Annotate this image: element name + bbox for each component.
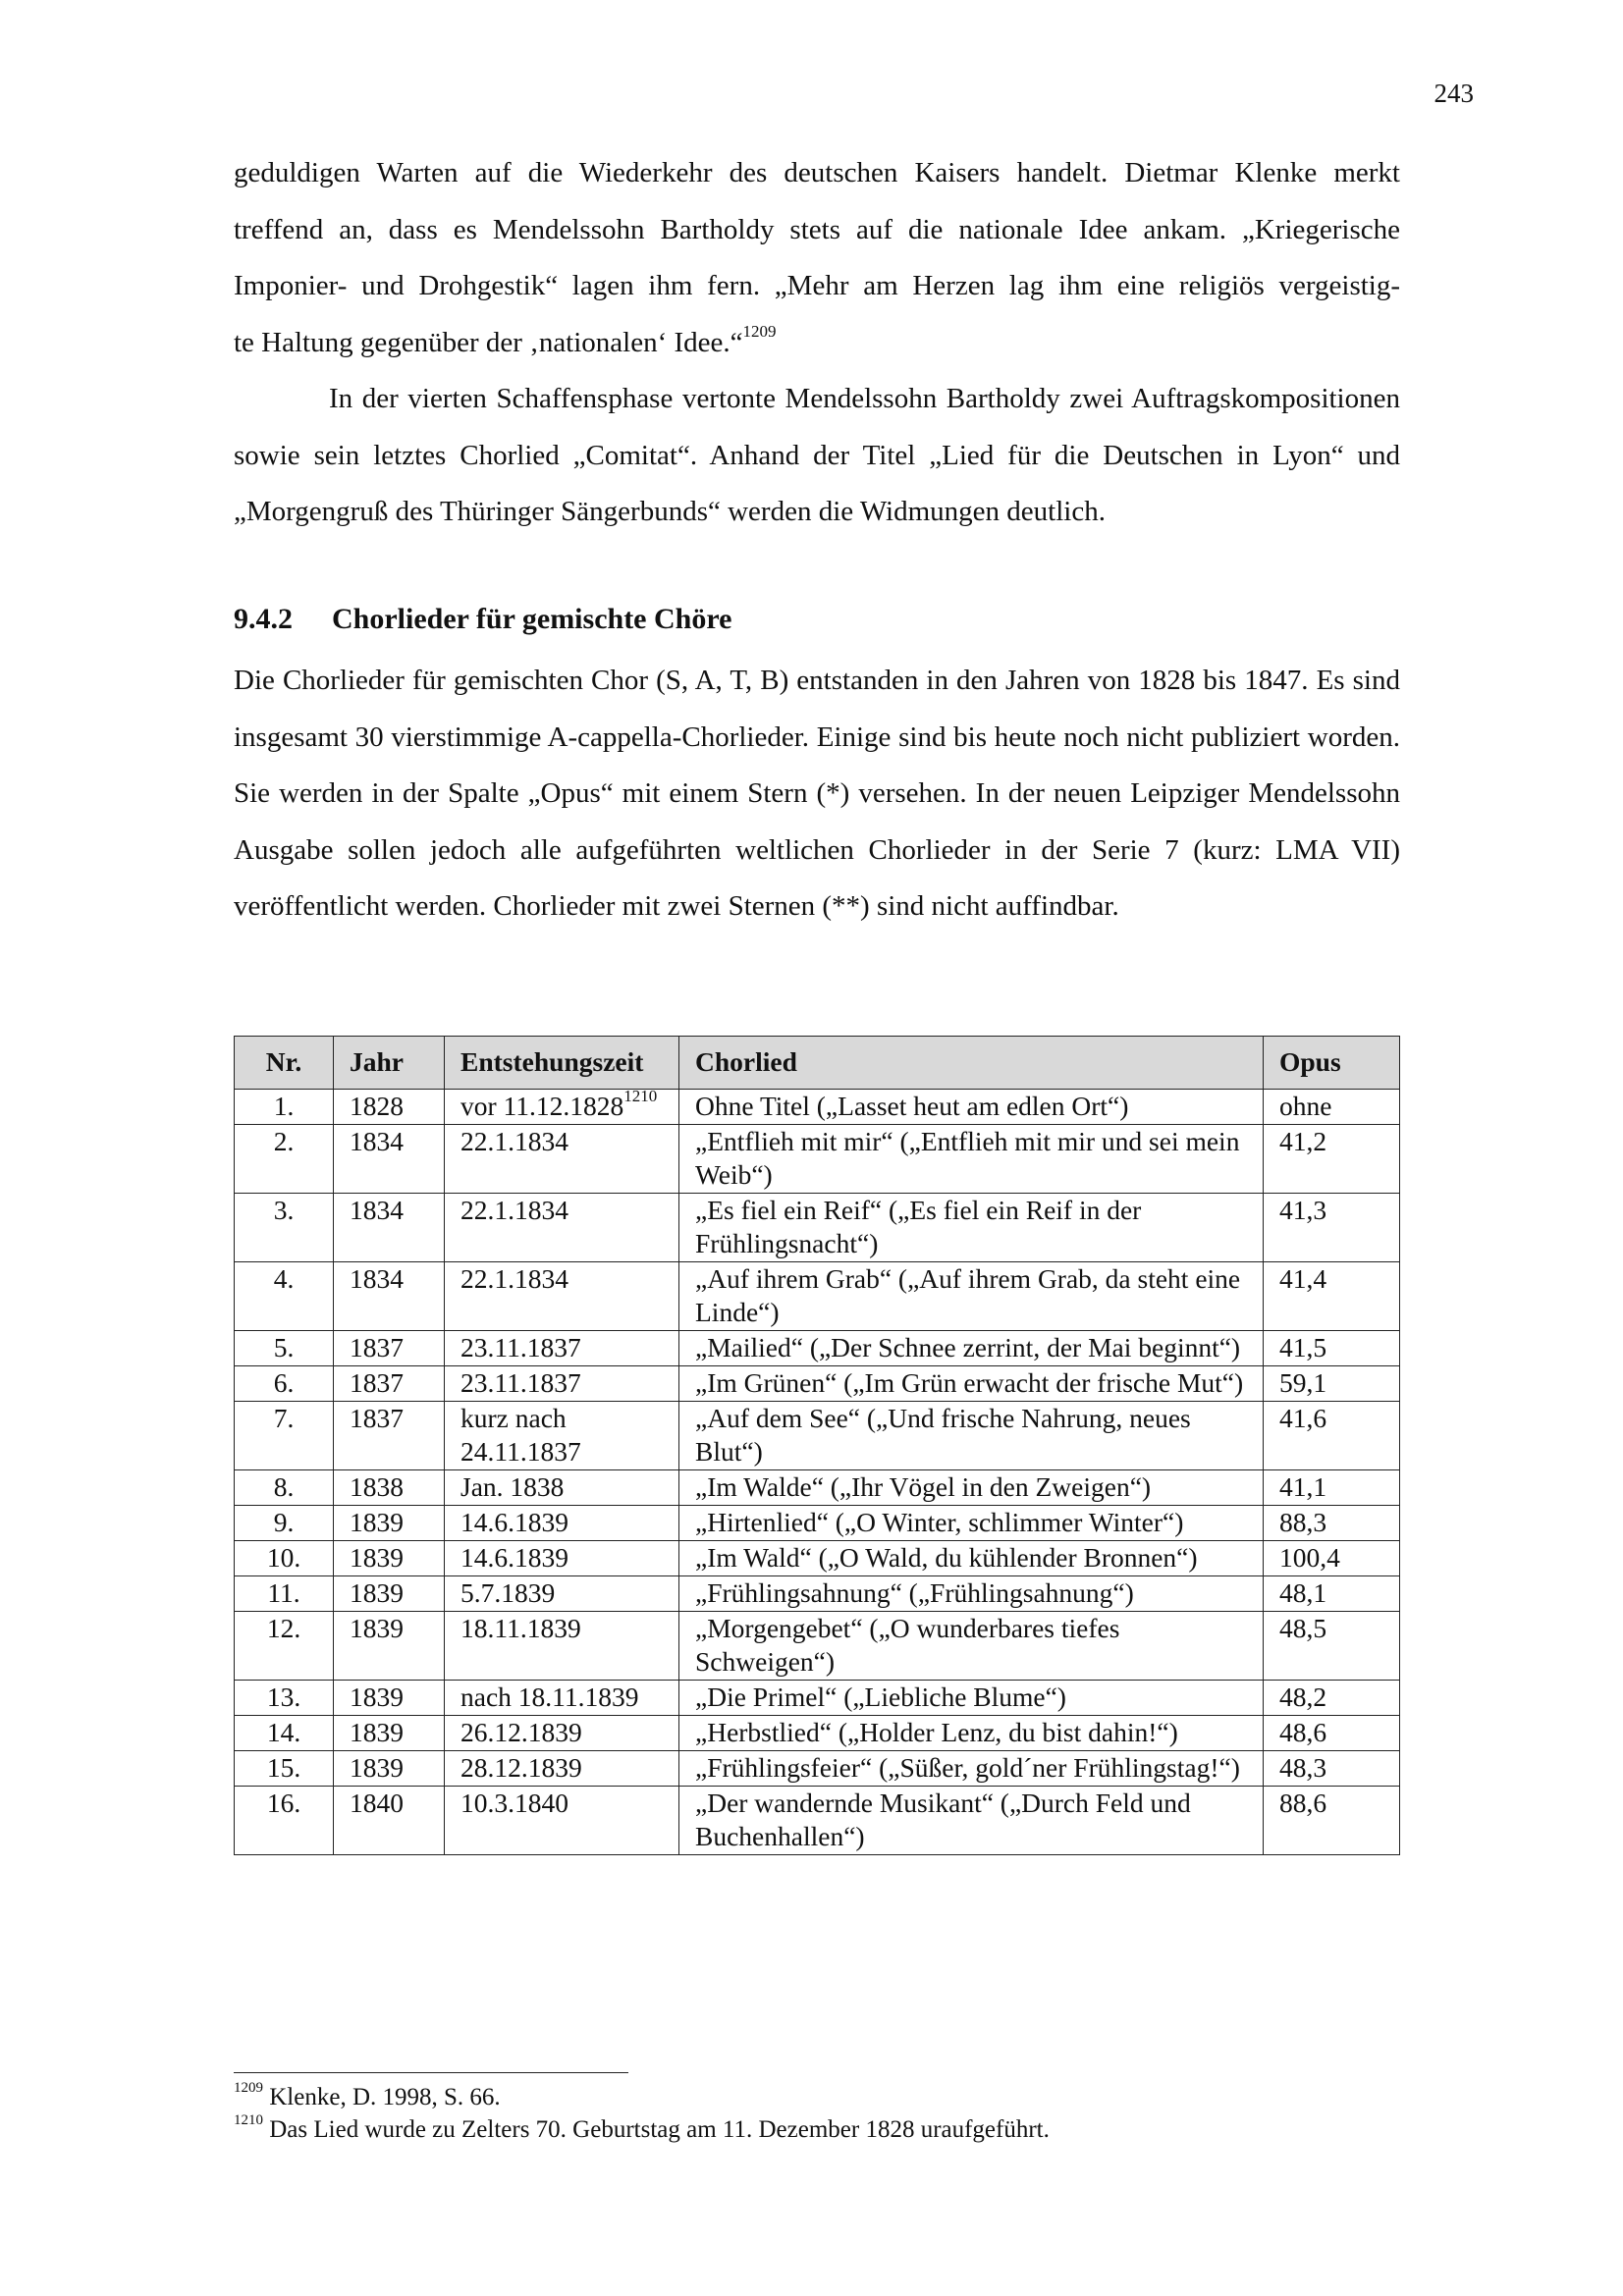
cell-nr-text: 3.: [273, 1195, 295, 1225]
section-heading: [234, 603, 731, 636]
cell-entstehungszeit-text: 26.12.1839: [460, 1717, 582, 1747]
cell-chorlied: [679, 1541, 1264, 1576]
cell-chorlied: [679, 1576, 1264, 1612]
cell-nr-text: 6.: [273, 1367, 295, 1398]
cell-opus: [1264, 1331, 1400, 1366]
table-row: [235, 1716, 1400, 1751]
cell-opus: [1264, 1194, 1400, 1262]
cell-entstehungszeit: [445, 1716, 679, 1751]
cell-nr: [235, 1331, 334, 1366]
cell-entstehungszeit: [445, 1612, 679, 1681]
cell-entstehungszeit-text: 22.1.1834: [460, 1195, 568, 1225]
cell-chorlied-text: Ohne Titel („Lasset heut am edlen Ort“): [695, 1091, 1129, 1121]
cell-chorlied: [679, 1402, 1264, 1470]
cell-opus: [1264, 1402, 1400, 1470]
cell-opus-text: 41,1: [1279, 1471, 1327, 1502]
cell-nr: [235, 1262, 334, 1331]
cell-opus-text: 48,3: [1279, 1752, 1327, 1783]
header-jahr: Jahr: [334, 1037, 445, 1090]
footnote-separator: [234, 2072, 628, 2073]
header-opus: Opus: [1264, 1037, 1400, 1090]
cell-jahr: [334, 1262, 445, 1331]
table-row: [235, 1090, 1400, 1125]
cell-nr-text: 4.: [273, 1263, 295, 1294]
cell-chorlied-text: „Frühlingsahnung“ („Frühlingsahnung“): [695, 1577, 1134, 1608]
cell-entstehungszeit: [445, 1366, 679, 1402]
chorlieder-table: [234, 1036, 1400, 1855]
cell-jahr-text: 1839: [350, 1752, 404, 1783]
cell-nr-text: 14.: [266, 1717, 301, 1747]
cell-opus: [1264, 1681, 1400, 1716]
page-number: 243: [1434, 79, 1474, 108]
cell-nr: [235, 1541, 334, 1576]
cell-jahr-text: 1839: [350, 1577, 404, 1608]
cell-opus-text: 88,6: [1279, 1788, 1327, 1818]
cell-jahr-text: 1839: [350, 1717, 404, 1747]
table-row: [235, 1262, 1400, 1331]
cell-chorlied-text: „Es fiel ein Reif“ („Es fiel ein Reif in der Frühlingsnacht“): [695, 1195, 1142, 1258]
cell-opus-text: 48,5: [1279, 1613, 1327, 1643]
cell-nr: [235, 1787, 334, 1855]
footnote-number: 1210: [234, 2111, 263, 2128]
cell-opus-text: 59,1: [1279, 1367, 1327, 1398]
cell-jahr-text: 1837: [350, 1332, 404, 1362]
cell-opus: [1264, 1090, 1400, 1125]
cell-opus-text: ohne: [1279, 1091, 1332, 1121]
cell-chorlied-text: „Frühlingsfeier“ („Süßer, gold´ner Frühlingstag!“): [695, 1752, 1240, 1783]
cell-entstehungszeit: [445, 1194, 679, 1262]
cell-opus-text: 100,4: [1279, 1542, 1340, 1573]
cell-entstehungszeit-text: 10.3.1840: [460, 1788, 568, 1818]
cell-jahr: [334, 1194, 445, 1262]
table-row: [235, 1541, 1400, 1576]
cell-nr: [235, 1681, 334, 1716]
cell-jahr-text: 1839: [350, 1542, 404, 1573]
footnote-text: Das Lied wurde zu Zelters 70. Geburtstag am 11. Dezember 1828 uraufgeführt.: [263, 2116, 1050, 2143]
table-row: [235, 1402, 1400, 1470]
cell-nr-text: 7.: [273, 1403, 295, 1433]
table-row: [235, 1194, 1400, 1262]
cell-entstehungszeit: [445, 1576, 679, 1612]
cell-chorlied: [679, 1681, 1264, 1716]
header-nr: Nr.: [235, 1037, 334, 1090]
cell-jahr: [334, 1541, 445, 1576]
cell-chorlied: [679, 1787, 1264, 1855]
cell-entstehungszeit-text: Jan. 1838: [460, 1471, 565, 1502]
cell-chorlied-text: „Morgengebet“ („O wunderbares tiefes Schweigen“): [695, 1613, 1120, 1677]
header-entstehungszeit: Entstehungszeit: [445, 1037, 679, 1090]
cell-jahr-text: 1834: [350, 1263, 404, 1294]
cell-nr: [235, 1751, 334, 1787]
section-title: Chorlieder für gemischte Chöre: [332, 603, 732, 635]
table-row: [235, 1612, 1400, 1681]
cell-nr: [235, 1716, 334, 1751]
cell-chorlied: [679, 1194, 1264, 1262]
cell-opus: [1264, 1366, 1400, 1402]
cell-opus-text: 88,3: [1279, 1507, 1327, 1537]
cell-nr-text: 15.: [266, 1752, 301, 1783]
cell-opus: [1264, 1787, 1400, 1855]
cell-nr-text: 10.: [266, 1542, 301, 1573]
cell-nr: [235, 1366, 334, 1402]
cell-nr: [235, 1506, 334, 1541]
table-row: [235, 1787, 1400, 1855]
paragraph-1-last-line: [234, 315, 1400, 372]
cell-opus-text: 48,6: [1279, 1717, 1327, 1747]
cell-jahr: [334, 1787, 445, 1855]
cell-chorlied: [679, 1366, 1264, 1402]
cell-entstehungszeit: [445, 1331, 679, 1366]
table-row: [235, 1366, 1400, 1402]
cell-chorlied: [679, 1090, 1264, 1125]
cell-chorlied: [679, 1716, 1264, 1751]
cell-entstehungszeit: [445, 1402, 679, 1470]
cell-nr-text: 11.: [267, 1577, 300, 1608]
table-header-row: [235, 1037, 1400, 1090]
cell-entstehungszeit: [445, 1506, 679, 1541]
cell-entstehungszeit-text: 22.1.1834: [460, 1126, 568, 1156]
cell-jahr-text: 1837: [350, 1403, 404, 1433]
cell-entstehungszeit-text: 14.6.1839: [460, 1542, 568, 1573]
cell-opus: [1264, 1125, 1400, 1194]
cell-nr-text: 5.: [273, 1332, 295, 1362]
cell-opus-text: 41,6: [1279, 1403, 1327, 1433]
table-row: [235, 1751, 1400, 1787]
cell-entstehungszeit: [445, 1470, 679, 1506]
footnote-ref-1209: 1209: [742, 321, 777, 341]
table-row: [235, 1331, 1400, 1366]
cell-opus: [1264, 1612, 1400, 1681]
cell-opus-text: 48,1: [1279, 1577, 1327, 1608]
cell-chorlied-text: „Im Wald“ („O Wald, du kühlender Bronnen“): [695, 1542, 1198, 1573]
footnote-1210: [234, 2111, 1050, 2144]
cell-jahr: [334, 1681, 445, 1716]
cell-entstehungszeit-text: 18.11.1839: [460, 1613, 581, 1643]
paragraph-1-last-text: te Haltung gegenüber der ‚nationalen‘ Idee.“: [234, 326, 743, 358]
cell-chorlied: [679, 1506, 1264, 1541]
cell-jahr: [334, 1751, 445, 1787]
table-row: [235, 1470, 1400, 1506]
footnote-1209: [234, 2079, 501, 2111]
paragraph-1-line: Imponier- und Drohgestik“ lagen ihm fern. „Mehr am Herzen lag ihm eine religiös vergeistig-: [234, 270, 1400, 301]
cell-nr-text: 12.: [266, 1613, 301, 1643]
cell-chorlied-text: „Im Walde“ („Ihr Vögel in den Zweigen“): [695, 1471, 1152, 1502]
paragraph-1-line: treffend an, dass es Mendelssohn Bartholdy stets auf die nationale Idee ankam. „Kriegerische: [234, 213, 1400, 245]
table-row: [235, 1506, 1400, 1541]
cell-jahr-text: 1840: [350, 1788, 404, 1818]
cell-entstehungszeit-text: 14.6.1839: [460, 1507, 568, 1537]
cell-opus: [1264, 1716, 1400, 1751]
cell-opus-text: 41,2: [1279, 1126, 1327, 1156]
cell-chorlied: [679, 1125, 1264, 1194]
cell-opus-text: 41,4: [1279, 1263, 1327, 1294]
cell-chorlied: [679, 1331, 1264, 1366]
cell-chorlied: [679, 1751, 1264, 1787]
cell-jahr-text: 1839: [350, 1613, 404, 1643]
cell-entstehungszeit: [445, 1787, 679, 1855]
cell-jahr: [334, 1331, 445, 1366]
cell-entstehungszeit-text: 23.11.1837: [460, 1367, 581, 1398]
cell-entstehungszeit-text: vor 11.12.1828: [460, 1091, 624, 1121]
cell-nr: [235, 1612, 334, 1681]
cell-entstehungszeit-text: nach 18.11.1839: [460, 1682, 639, 1712]
cell-jahr: [334, 1506, 445, 1541]
cell-nr-text: 2.: [273, 1126, 295, 1156]
cell-nr: [235, 1576, 334, 1612]
cell-chorlied-text: „Entflieh mit mir“ („Entflieh mit mir und sei mein Weib“): [695, 1126, 1240, 1190]
cell-jahr: [334, 1576, 445, 1612]
cell-entstehungszeit: [445, 1262, 679, 1331]
cell-nr: [235, 1125, 334, 1194]
cell-jahr: [334, 1402, 445, 1470]
cell-jahr-text: 1828: [350, 1091, 404, 1121]
cell-chorlied-text: „Hirtenlied“ („O Winter, schlimmer Winter“): [695, 1507, 1184, 1537]
cell-chorlied-text: „Der wandernde Musikant“ („Durch Feld und Buchenhallen“): [695, 1788, 1191, 1851]
paragraph-1-line: geduldigen Warten auf die Wiederkehr des deutschen Kaisers handelt. Dietmar Klenke merkt: [234, 157, 1400, 188]
table-row: [235, 1576, 1400, 1612]
paragraph-3: Die Chorlieder für gemischten Chor (S, A, T, B) entstanden in den Jahren von 1828 bis 1847. Es sind insgesamt 30 vierstimmige A-cappella-Chorlieder. Einige sind bis heute noch nicht publiziert worden. Sie werden in der Spalte „Opus“ mit einem Stern (*) versehen. In der neuen Leipziger Mendelssohn Ausgabe sollen jedoch alle aufgeführten weltlichen Chorlieder in der Serie 7 (kurz: LMA VII) veröffentlicht werden. Chorlieder mit zwei Sternen (**) sind nicht auffindbar.: [234, 665, 1400, 922]
cell-jahr: [334, 1125, 445, 1194]
cell-chorlied-text: „Auf ihrem Grab“ („Auf ihrem Grab, da steht eine Linde“): [695, 1263, 1241, 1327]
cell-entstehungszeit-text: 28.12.1839: [460, 1752, 582, 1783]
cell-jahr-text: 1838: [350, 1471, 404, 1502]
cell-entstehungszeit-text: kurz nach 24.11.1837: [460, 1403, 581, 1467]
cell-entstehungszeit: [445, 1541, 679, 1576]
table-row: [235, 1125, 1400, 1194]
cell-entstehungszeit: [445, 1086, 679, 1125]
cell-chorlied-text: „Die Primel“ („Liebliche Blume“): [695, 1682, 1066, 1712]
cell-nr-text: 13.: [266, 1682, 301, 1712]
cell-chorlied: [679, 1470, 1264, 1506]
cell-jahr: [334, 1716, 445, 1751]
cell-nr: [235, 1194, 334, 1262]
cell-chorlied: [679, 1262, 1264, 1331]
cell-jahr: [334, 1090, 445, 1125]
cell-jahr: [334, 1366, 445, 1402]
cell-opus: [1264, 1470, 1400, 1506]
cell-chorlied-text: „Im Grünen“ („Im Grün erwacht der frische Mut“): [695, 1367, 1244, 1398]
cell-entstehungszeit: [445, 1751, 679, 1787]
table-row: [235, 1681, 1400, 1716]
footnote-text: Klenke, D. 1998, S. 66.: [263, 2084, 501, 2110]
cell-opus-text: 41,3: [1279, 1195, 1327, 1225]
cell-opus-text: 41,5: [1279, 1332, 1327, 1362]
cell-opus: [1264, 1576, 1400, 1612]
cell-entstehungszeit: [445, 1125, 679, 1194]
cell-entstehungszeit-text: 5.7.1839: [460, 1577, 556, 1608]
paragraph-2: In der vierten Schaffensphase vertonte Mendelssohn Bartholdy zwei Auftragskompositionen sowie sein letztes Chorlied „Comitat“. Anhand der Titel „Lied für die Deutschen in Lyon“ und „Morgengruß des Thüringer Sängerbunds“ werden die Widmungen deutlich.: [234, 383, 1400, 527]
cell-jahr: [334, 1612, 445, 1681]
cell-opus: [1264, 1751, 1400, 1787]
cell-nr: [235, 1402, 334, 1470]
cell-jahr: [334, 1470, 445, 1506]
cell-jahr-text: 1839: [350, 1507, 404, 1537]
cell-opus: [1264, 1541, 1400, 1576]
cell-jahr-text: 1834: [350, 1195, 404, 1225]
cell-chorlied: [679, 1612, 1264, 1681]
cell-entstehungszeit-text: 23.11.1837: [460, 1332, 581, 1362]
cell-opus: [1264, 1262, 1400, 1331]
cell-opus: [1264, 1506, 1400, 1541]
cell-jahr-text: 1834: [350, 1126, 404, 1156]
cell-jahr-text: 1837: [350, 1367, 404, 1398]
cell-chorlied-text: „Herbstlied“ („Holder Lenz, du bist dahin!“): [695, 1717, 1178, 1747]
cell-entstehungszeit-text: 22.1.1834: [460, 1263, 568, 1294]
section-number: 9.4.2: [234, 603, 293, 635]
cell-chorlied-text: „Auf dem See“ („Und frische Nahrung, neues Blut“): [695, 1403, 1191, 1467]
footnote-ref-1210: 1210: [623, 1086, 658, 1105]
cell-nr-text: 16.: [266, 1788, 301, 1818]
header-chorlied: Chorlied: [679, 1037, 1264, 1090]
cell-jahr-text: 1839: [350, 1682, 404, 1712]
cell-opus-text: 48,2: [1279, 1682, 1327, 1712]
cell-nr-text: 8.: [273, 1471, 295, 1502]
cell-chorlied-text: „Mailied“ („Der Schnee zerrint, der Mai beginnt“): [695, 1332, 1241, 1362]
cell-nr-text: 9.: [273, 1507, 295, 1537]
paragraph-1: [234, 145, 1400, 371]
cell-entstehungszeit: [445, 1681, 679, 1716]
cell-nr-text: 1.: [273, 1091, 295, 1121]
cell-nr: [235, 1090, 334, 1125]
footnote-number: 1209: [234, 2079, 263, 2096]
cell-nr: [235, 1470, 334, 1506]
